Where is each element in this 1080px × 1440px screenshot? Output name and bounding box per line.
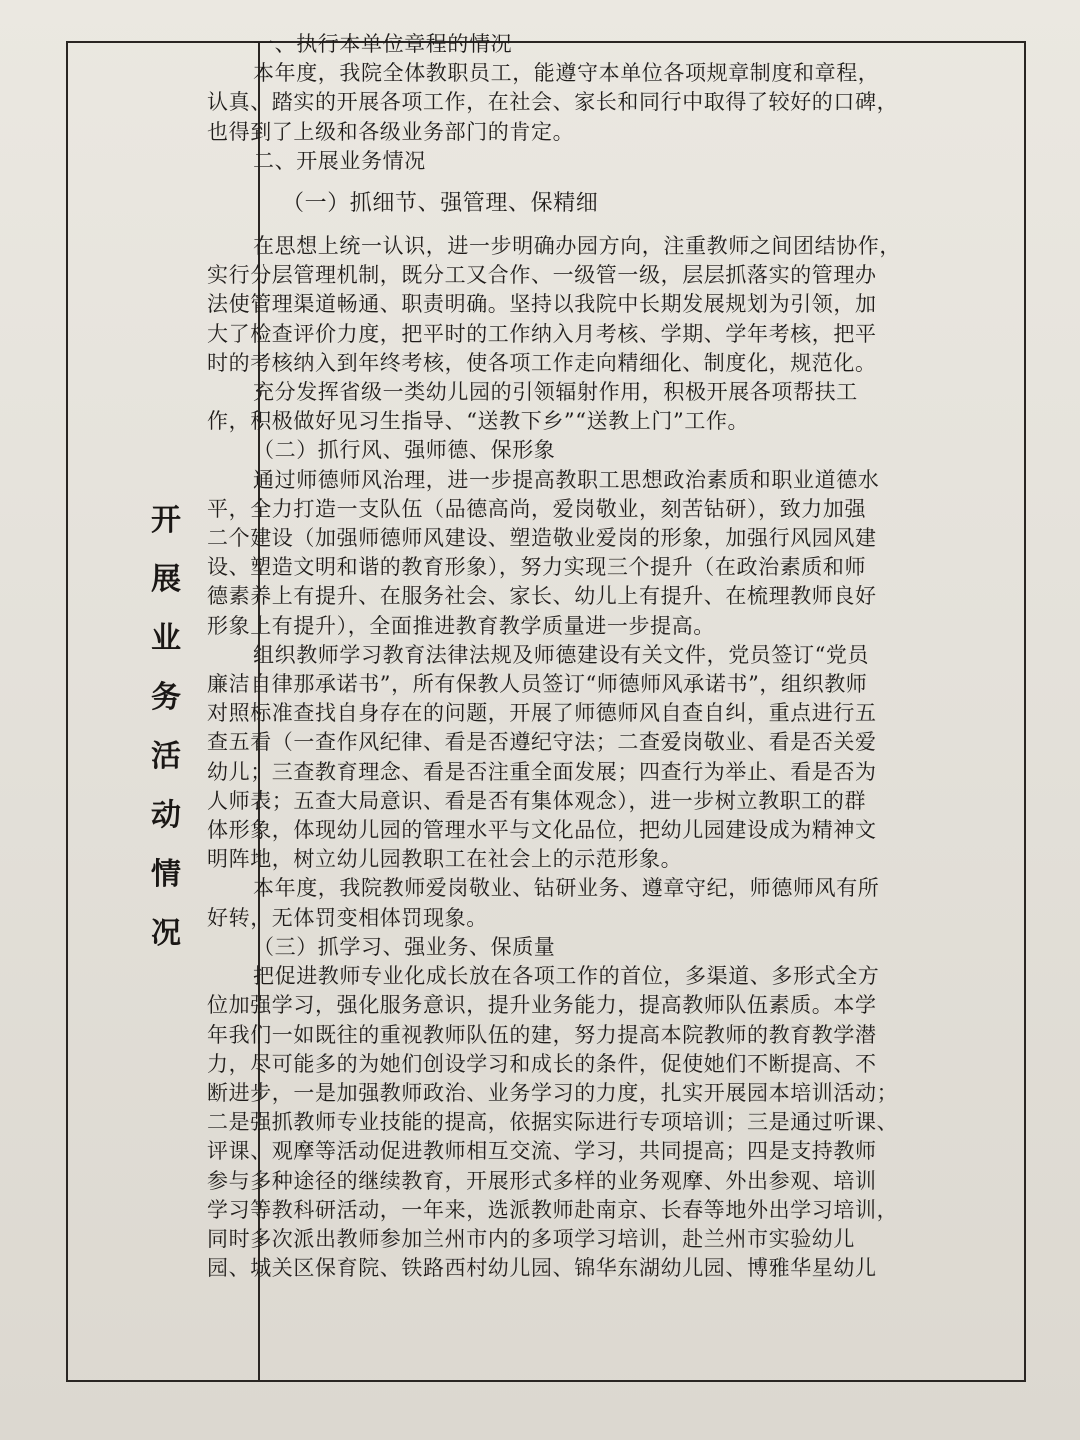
section-heading: 一、执行本单位章程的情况	[253, 32, 513, 56]
side-label-char: 情	[151, 857, 181, 892]
text-line: 形象上有提升），全面推进教育教学质量进一步提高。	[207, 613, 715, 638]
text-line: 作，积极做好见习生指导、“送教下乡”“送教上门”工作。	[207, 409, 750, 434]
text-line: 明阵地，树立幼儿园教职工在社会上的示范形象。	[207, 847, 683, 872]
text-line: 好转，无体罚变相体罚现象。	[207, 905, 488, 930]
text-line: 力，尽可能多的为她们创设学习和成长的条件，促使她们不断提高、不	[207, 1051, 877, 1076]
text-line: 组织教师学习教育法律法规及师德建设有关文件，党员签订“党员	[253, 642, 870, 667]
text-line: 年我们一如既往的重视教师队伍的建，努力提高本院教师的教育教学潜	[207, 1022, 877, 1047]
text-line: 平，全力打造一支队伍（品德高尚，爱岗敬业，刻苦钻研），致力加强	[207, 496, 867, 521]
text-line: 把促进教师专业化成长放在各项工作的首位，多渠道、多形式全方	[253, 964, 880, 989]
subsection-title: （一）抓细节、强管理、保精细	[282, 191, 599, 217]
text-line: 法使管理渠道畅通、职责明确。坚持以我院中长期发展规划为引领，加	[207, 292, 877, 317]
side-label	[146, 491, 186, 963]
text-line: 对照标准查找自身存在的问题，开展了师德师风自查自纠，重点进行五	[207, 701, 877, 726]
text-line: 二个建设（加强师德师风建设、塑造敬业爱岗的形象，加强行风园风建	[207, 526, 877, 551]
text-line: 园、城关区保育院、铁路西村幼儿园、锦华东湖幼儿园、博雅华星幼儿	[207, 1256, 877, 1281]
text-line: 设、塑造文明和谐的教育形象），努力实现三个提升（在政治素质和师	[207, 555, 867, 580]
text-line: 评课、观摩等活动促进教师相互交流、学习，共同提高；四是支持教师	[207, 1139, 877, 1164]
text-line: 大了检查评价力度，把平时的工作纳入月考核、学期、学年考核，把平	[207, 321, 877, 346]
text-line: 认真、踏实的开展各项工作，在社会、家长和同行中取得了较好的口碑，	[207, 90, 899, 115]
text-line: 幼儿；三查教育理念、看是否注重全面发展；四查行为举止、看是否为	[207, 759, 877, 784]
text-line: 二是强抓教师专业技能的提高，依据实际进行专项培训；三是通过听课、	[207, 1110, 899, 1135]
text-line: 廉洁自律那承诺书”，所有保教人员签订“师德师风承诺书”，组织教师	[207, 672, 868, 697]
text-line: 本年度，我院全体教职员工，能遵守本单位各项规章制度和章程，	[253, 61, 880, 86]
text-line: 人师表；五查大局意识、看是否有集体观念），进一步树立教职工的群	[207, 788, 867, 813]
text-line: 时的考核纳入到年终考核，使各项工作走向精细化、制度化，规范化。	[207, 350, 877, 375]
side-label-char: 务	[151, 680, 181, 715]
side-label-char: 动	[151, 798, 181, 833]
side-label-char: 展	[151, 562, 181, 597]
text-line: 实行分层管理机制，既分工又合作、一级管一级，层层抓落实的管理办	[207, 263, 877, 288]
side-label-char: 业	[151, 621, 181, 656]
section-heading: 二、开展业务情况	[253, 148, 426, 173]
text-line: 位加强学习，强化服务意识，提升业务能力，提高教师队伍素质。本学	[207, 993, 877, 1018]
subsection-title: （三）抓学习、强业务、保质量	[253, 934, 556, 959]
text-line: 学习等教科研活动，一年来，选派教师赴南京、长春等地外出学习培训，	[207, 1197, 899, 1222]
text-line: 参与多种途径的继续教育，开展形式多样的业务观摩、外出参观、培训	[207, 1168, 877, 1193]
text-line: 通过师德师风治理，进一步提高教职工思想政治素质和职业道德水	[253, 467, 880, 492]
text-line: 本年度，我院教师爱岗敬业、钻研业务、遵章守纪，师德师风有所	[253, 876, 880, 901]
text-line: 同时多次派出教师参加兰州市内的多项学习培训，赴兰州市实验幼儿	[207, 1226, 855, 1251]
side-label-char: 况	[151, 916, 181, 951]
side-label-char: 活	[151, 739, 181, 774]
side-label-char: 开	[151, 503, 181, 538]
text-line: 断进步，一是加强教师政治、业务学习的力度，扎实开展园本培训活动；	[207, 1080, 899, 1105]
text-line: 德素养上有提升、在服务社会、家长、幼儿上有提升、在梳理教师良好	[207, 584, 877, 609]
text-line: 在思想上统一认识，进一步明确办园方向，注重教师之间团结协作，	[253, 234, 901, 259]
text-line: 查五看（一查作风纪律、看是否遵纪守法；二查爱岗敬业、看是否关爱	[207, 730, 877, 755]
content-body	[207, 30, 947, 1283]
text-line: 充分发挥省级一类幼儿园的引领辐射作用，积极开展各项帮扶工	[253, 380, 858, 405]
text-line: 体形象，体现幼儿园的管理水平与文化品位，把幼儿园建设成为精神文	[207, 818, 877, 843]
subsection-title: （二）抓行风、强师德、保形象	[253, 438, 556, 463]
text-line: 也得到了上级和各级业务部门的肯定。	[207, 119, 575, 144]
